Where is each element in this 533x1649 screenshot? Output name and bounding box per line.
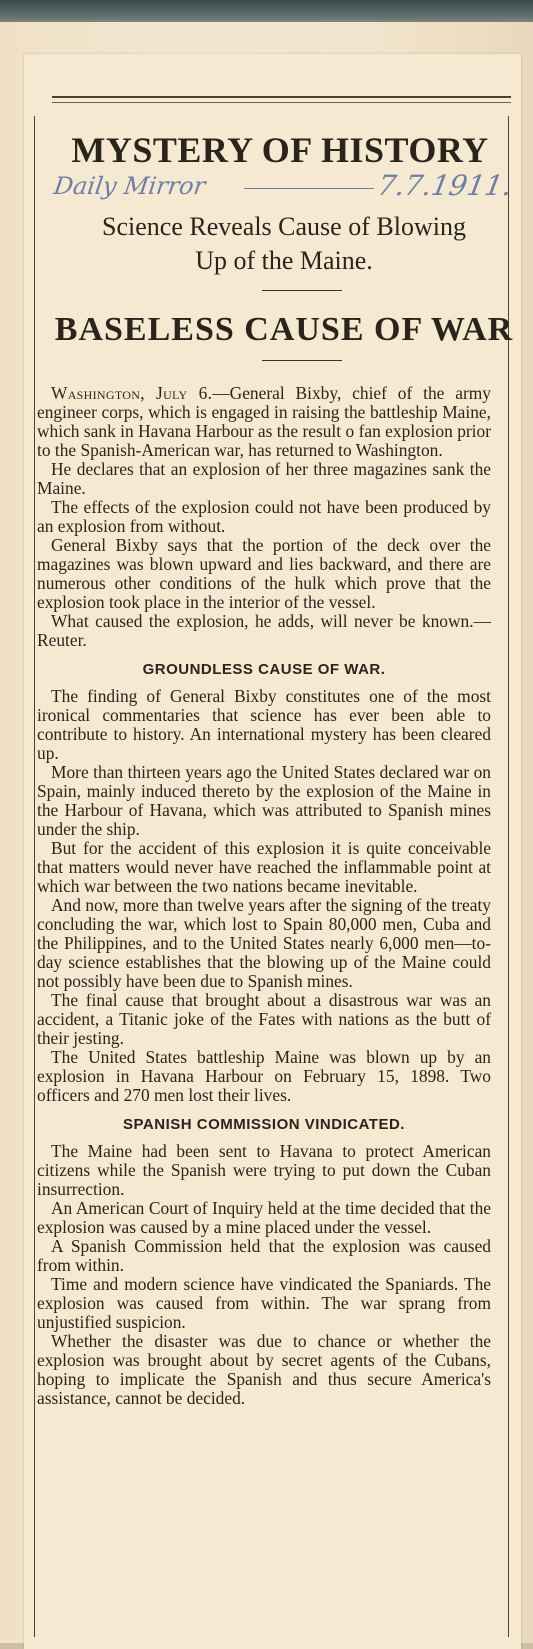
article-paragraph: He declares that an explosion of her three magazines sank the Maine. [37, 459, 491, 498]
article-paragraph: What caused the explosion, he adds, will never be known.—Reuter. [37, 611, 491, 650]
secondary-headline: BASELESS CAUSE OF WAR [54, 311, 514, 348]
top-rule [52, 96, 511, 98]
article-paragraph: Washington, July 6.—General Bixby, chief of the army engineer corps, which is engaged in raising the battleship Maine, which sank in Havana Harbour as the result o fan explosion prior to the Spanish-American war, has returned to Washington. [37, 383, 491, 460]
handwritten-annotation [32, 166, 532, 206]
article-paragraph: The United States battleship Maine was blown up by an explosion in Havana Harbour on February 15, 1898. Two officers and 270 men lost their lives. [37, 1047, 491, 1105]
scrapbook-page [0, 22, 533, 1643]
article-paragraph: An American Court of Inquiry held at the time decided that the explosion was caused by a mine placed under the vessel. [37, 1198, 491, 1237]
subhead-line: Science Reveals Cause of Blowing [102, 212, 466, 241]
headline: MYSTERY OF HISTORY [71, 130, 489, 170]
dateline: Washington, July 6. [51, 383, 213, 403]
section-heading: SPANISH COMMISSION VINDICATED. [123, 1116, 405, 1133]
top-rule-thin [52, 102, 511, 103]
article-paragraph: A Spanish Commission held that the explosion was caused from within. [37, 1236, 491, 1275]
divider-rule [262, 290, 342, 291]
divider-rule [262, 360, 342, 361]
handwritten-dash [244, 188, 374, 189]
section-heading: GROUNDLESS CAUSE OF WAR. [142, 661, 386, 678]
article-paragraph: Whether the disaster was due to chance or whether the explosion was brought about by secret agents of the Cubans, hoping to implicate the Spanish and thus secure America's assistance, cannot be decided. [37, 1331, 491, 1408]
left-column-rule [34, 116, 35, 1637]
article-paragraph: The final cause that brought about a disastrous war was an accident, a Titanic joke of the Fates with nations as the butt of their jesting. [37, 990, 491, 1048]
article-paragraph: The finding of General Bixby constitutes one of the most ironical commentaries that science has ever been able to contribute to history. An international mystery has been cleared up. [37, 686, 491, 763]
article-paragraph: More than thirteen years ago the United States declared war on Spain, mainly induced thereto by the explosion of the Maine in the Harbour of Havana, which was attributed to Spanish mines under the ship. [37, 762, 491, 839]
article-paragraph: The Maine had been sent to Havana to protect American citizens while the Spanish were trying to put down the Cuban insurrection. [37, 1141, 491, 1199]
subhead-line: Up of the Maine. [195, 246, 373, 275]
article-paragraph: But for the accident of this explosion it is quite conceivable that matters would never have reached the inflammable point at which war between the two nations became inevitable. [37, 838, 491, 896]
article-paragraph: Time and modern science have vindicated the Spaniards. The explosion was caused from within. The war sprang from unjustified suspicion. [37, 1274, 491, 1332]
article-body [37, 384, 491, 1408]
article-paragraph: The effects of the explosion could not have been produced by an explosion from without. [37, 497, 491, 536]
subheadline [36, 210, 532, 278]
newspaper-clipping [24, 54, 521, 1649]
handwritten-date: 7.7.1911. [375, 169, 515, 202]
handwritten-publication: Daily Mirror [52, 172, 208, 200]
article-paragraph: General Bixby says that the portion of the deck over the magazines was blown upward and lies backward, and there are numerous other conditions of the hulk which prove that the explosion took place in the interior of the vessel. [37, 535, 491, 612]
article-paragraph: And now, more than twelve years after the signing of the treaty concluding the war, which lost to Spain 80,000 men, Cuba and the Philippines, and to the United States nearly 6,000 men—to-day science establishes that the blowing up of the Maine could not possibly have been due to Spanish mines. [37, 895, 491, 991]
